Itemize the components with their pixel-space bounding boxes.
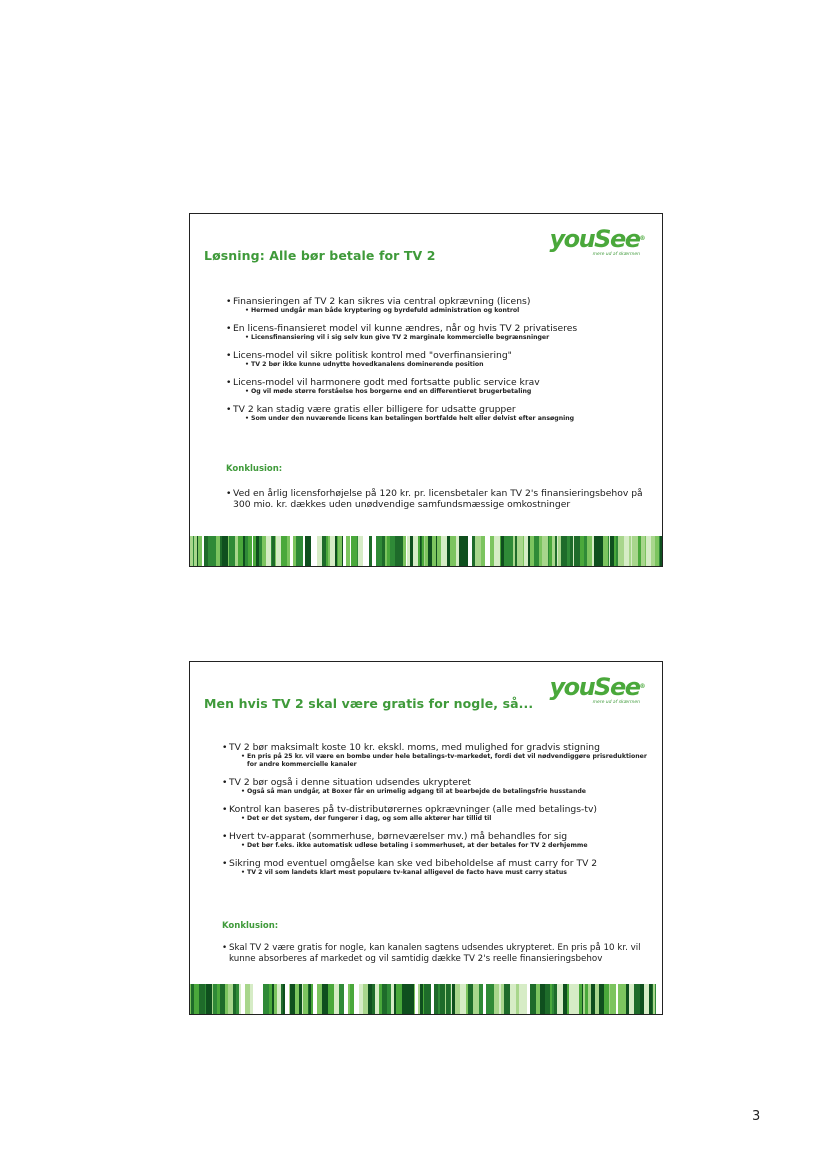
bullet-main: • Licens-model vil sikre politisk kontrol med "overfinansiering": [226, 350, 656, 361]
bullet-sub: • Det er det system, der fungerer i dag, og som alle aktører har tillid til: [222, 815, 656, 823]
bullet-item: [222, 858, 656, 877]
logo-tagline: mere ud af skærmen: [592, 252, 640, 257]
bullet-item: [226, 323, 656, 342]
bullet-list: [222, 742, 656, 885]
bullet-sub: • Også så man undgår, at Boxer får en urimelig adgang til at bearbejde de betalingsfrie husstande: [222, 788, 656, 796]
bullet-item: [222, 777, 656, 796]
stripe-banner: [190, 984, 662, 1014]
logo-tagline: mere ud af skærmen: [592, 700, 640, 705]
bullet-main: • Sikring mod eventuel omgåelse kan ske ved bibeholdelse af must carry for TV 2: [222, 858, 656, 869]
logo-wordmark: youSee: [549, 225, 640, 253]
bullet-sub: • Licensfinansiering vil i sig selv kun give TV 2 marginale kommercielle begrænsninger: [226, 334, 656, 342]
bullet-sub: • Hermed undgår man både kryptering og byrdefuld administration og kontrol: [226, 307, 656, 315]
bullet-main: • TV 2 bør maksimalt koste 10 kr. ekskl. moms, med mulighed for gradvis stigning: [222, 742, 656, 753]
bullet-sub: • Og vil møde større forståelse hos borgerne end en differentieret brugerbetaling: [226, 388, 656, 396]
slide-2: [189, 661, 663, 1015]
bullet-sub: • Som under den nuværende licens kan betalingen bortfalde helt eller delvist efter ansøgning: [226, 415, 656, 423]
bullet-item: [222, 742, 656, 768]
bullet-main: • Hvert tv-apparat (sommerhuse, børneværelser mv.) må behandles for sig: [222, 831, 656, 842]
bullet-sub: • Det bør f.eks. ikke automatisk udløse betaling i sommerhuset, at der betales for TV 2 derhjemme: [222, 842, 656, 850]
bullet-main: • Kontrol kan baseres på tv-distributørernes opkrævninger (alle med betalings-tv): [222, 804, 656, 815]
slide-title: Men hvis TV 2 skal være gratis for nogle, så...: [204, 696, 534, 711]
bullet-item: [222, 831, 656, 850]
slide-title: Løsning: Alle bør betale for TV 2: [204, 248, 436, 263]
konklusion-heading: Konklusion:: [226, 464, 283, 474]
yousee-logo: youSee® mere ud af skærmen: [549, 673, 644, 705]
bullet-sub: • En pris på 25 kr. vil være en bombe under hele betalings-tv-markedet, fordi det vil nødvendiggøre prisreduktioner for andre kommercielle kanaler: [222, 753, 656, 768]
bullet-item: [226, 350, 656, 369]
bullet-main: • Finansieringen af TV 2 kan sikres via central opkrævning (licens): [226, 296, 656, 307]
konklusion-heading: Konklusion:: [222, 921, 279, 931]
logo-wordmark: youSee: [549, 673, 640, 701]
stripe-banner: [190, 536, 662, 566]
page-number: 3: [752, 1109, 761, 1124]
bullet-list: [226, 296, 656, 431]
bullet-main: • TV 2 bør også i denne situation udsendes ukrypteret: [222, 777, 656, 788]
bullet-main: • Licens-model vil harmonere godt med fortsatte public service krav: [226, 377, 656, 388]
konklusion-text: • Ved en årlig licensforhøjelse på 120 kr. pr. licensbetaler kan TV 2's finansieringsbehov på 300 mio. kr. dækkes uden unødvendige samfundsmæssige omkostninger: [226, 488, 656, 510]
bullet-main: • TV 2 kan stadig være gratis eller billigere for udsatte grupper: [226, 404, 656, 415]
bullet-sub: • TV 2 vil som landets klart mest populære tv-kanal alligevel de facto have must carry status: [222, 869, 656, 877]
bullet-item: [226, 296, 656, 315]
konklusion-text: • Skal TV 2 være gratis for nogle, kan kanalen sagtens udsendes ukrypteret. En pris på 10 kr. vil kunne absorberes af markedet og vil samtidig dække TV 2's reelle finansieringsbehov: [222, 943, 656, 965]
bullet-main: • En licens-finansieret model vil kunne ændres, når og hvis TV 2 privatiseres: [226, 323, 656, 334]
bullet-item: [226, 404, 656, 423]
yousee-logo: youSee® mere ud af skærmen: [549, 225, 644, 257]
bullet-sub: • TV 2 bør ikke kunne udnytte hovedkanalens dominerende position: [226, 361, 656, 369]
bullet-item: [222, 804, 656, 823]
bullet-item: [226, 377, 656, 396]
slide-1: [189, 213, 663, 567]
